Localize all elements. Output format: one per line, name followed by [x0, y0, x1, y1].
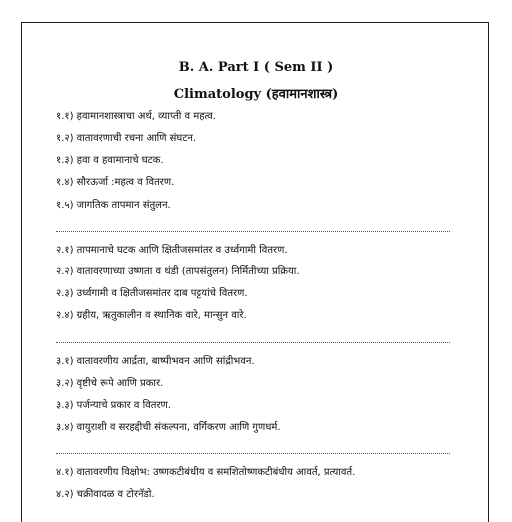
course-title: B. A. Part I ( Sem II ) [178, 60, 334, 75]
list-item: २.२) वातावरणाच्या उष्णता व थंडी (तापसंतुलन) निर्मितीच्या प्रक्रिया. [56, 266, 300, 277]
list-item: २.४) ग्रहीय, ऋतुकालीन व स्थानिक वारे, मान्सुन वारे. [56, 310, 247, 321]
list-item: ३.४) वायुराशी व सरहद्दीची संकल्पना, वर्गिकरण आणि गुणधर्म. [56, 422, 281, 433]
list-item: ३.३) पर्जन्याचे प्रकार व वितरण. [56, 400, 171, 411]
list-item: २.१) तापमानाचे घटक आणि क्षितीजसमांतर व उर्ध्वगामी वितरण. [56, 245, 288, 256]
list-item: ३.२) वृष्टीचे रूपे आणि प्रकार. [56, 378, 164, 389]
list-item: ४.१) वातावरणीय विक्षोभ: उष्णकटीबंधीय व समशितोष्णकटीबंधीय आवर्त, प्रत्यावर्त. [56, 467, 356, 478]
list-item: १.४) सौरऊर्जा :महत्व व वितरण. [56, 177, 175, 188]
list-item: ४.२) चक्रीवादळ व टोरनॅडो. [56, 489, 155, 500]
list-item: २.३) उर्ध्वगामी व क्षितीजसमांतर दाब पट्टयांचे वितरण. [56, 288, 248, 299]
subject-title: Climatology (हवामानशास्त्र) [173, 87, 339, 102]
list-item: १.५) जागतिक तापमान संतुलन. [56, 200, 171, 211]
section-divider [56, 231, 450, 232]
list-item: १.१) हवामानशास्त्राचा अर्थ, व्याप्ती व महत्व. [56, 111, 216, 122]
list-item: १.३) हवा व हवामानाचे घटक. [56, 155, 164, 166]
section-divider [56, 453, 450, 454]
section-divider [56, 342, 450, 343]
list-item: ३.१) वातावरणीय आर्द्रता, बाष्पीभवन आणि सांद्रीभवन. [56, 356, 255, 367]
list-item: १.२) वातावरणाची रचना आणि संघटन. [56, 133, 197, 144]
